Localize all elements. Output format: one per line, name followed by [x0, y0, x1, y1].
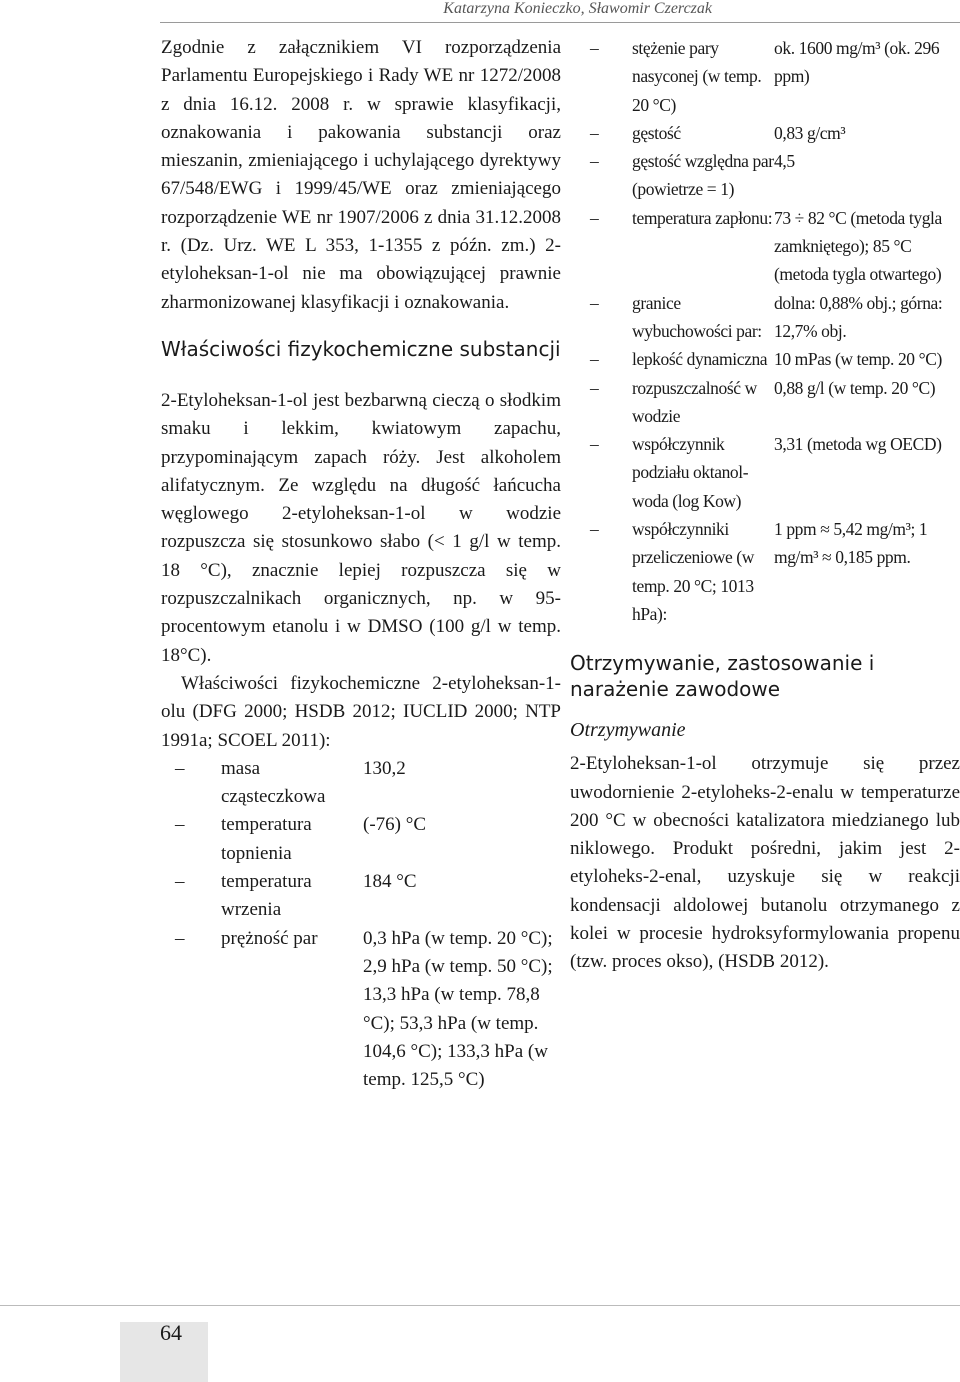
property-value: 3,31 (metoda wg OECD): [774, 434, 942, 455]
property-name: prężność par: [221, 927, 318, 949]
list-dash: –: [590, 292, 599, 313]
property-value: 73 ÷ 82 °C (metoda tygla zamkniętego); 85 °C (metoda tygla otwartego): [774, 207, 942, 285]
property-value: 0,88 g/l (w temp. 20 °C): [774, 377, 936, 398]
properties-list-right: [570, 34, 960, 628]
subheading-production: Otrzymywanie: [570, 719, 686, 742]
intro-paragraph: Zgodnie z załącznikiem VI rozporządzenia Parlamentu Europejskiego i Rady WE nr 1272/2008 z dnia 16.12. 2008 r. w sprawie klasyfikacji, oznakowania i pakowania substancji oraz mieszanin, zmieniającego i uchylającego dyrektywy 67/548/EWG i 1999/45/WE oraz zmieniającego rozporządzenie WE nr 1907/2006 z dnia 31.12.2008 r. (Dz. Urz. WE L 353, 1-1355 z późn. zm.) 2-etyloheksan-1-ol nie ma obowiązującej prawnie zharmonizowanej klasyfikacji i oznakowania.: [161, 37, 561, 313]
list-dash: –: [590, 151, 599, 172]
list-dash: –: [590, 207, 599, 228]
description-paragraph: 2-Etyloheksan-1-ol jest bezbarwną cieczą o słodkim smaku i lekkim, kwiatowym zapachu, przypominającym zapach róży. Jest alkoholem alifatycznym. Ze względu na długość łańcucha węglowego 2-etyloheksan-1-ol w wodzie rozpuszcza się stosunkowo słabo (< 1 g/l w temp. 18 °C), znacznie lepiej rozpuszcza się w rozpuszczalnikach organicznych, np. w 95-procentowym etanolu i w DMSO (100 g/l w temp. 18°C).: [161, 389, 561, 666]
property-name: stężenie pary nasyconej (w temp. 20 °C): [632, 38, 762, 115]
property-name: gęstość: [632, 122, 681, 143]
section-heading-production: Otrzymywanie, zastosowanie i narażenie zawodowe: [570, 651, 875, 702]
property-item: [570, 204, 960, 289]
property-value: 4,5: [774, 151, 795, 172]
property-value: 0,83 g/cm³: [774, 122, 846, 143]
property-name: granice wybuchowości par:: [632, 292, 762, 341]
property-item: [570, 289, 960, 346]
property-item: [570, 374, 960, 431]
property-item: [570, 34, 960, 119]
properties-list-left: [161, 755, 561, 1095]
property-value: ok. 1600 mg/m³ (ok. 296 ppm): [774, 38, 940, 87]
header-rule: [160, 22, 960, 23]
production-paragraph: 2-Etyloheksan-1-ol otrzymuje się przez uwodornienie 2-etyloheks-2-enalu w temperaturze 200 °C w obecności katalizatora miedzianego lub niklowego. Produkt pośredni, jakim jest 2-etyloheks-2-enal, uzyskuje się w reakcji kondensacji aldolowej butanolu otrzymanego z kolei w procesie hydroksyformylowania propenu (tzw. proces okso), (HSDB 2012).: [570, 753, 960, 973]
section-heading-properties: Właściwości fizykochemiczne substancji: [161, 336, 561, 361]
list-dash: –: [175, 927, 185, 949]
property-name: współczynniki przeliczeniowe (w temp. 20 °C; 1013 hPa):: [632, 519, 754, 624]
list-dash: –: [590, 519, 599, 540]
property-name: rozpuszczalność w wodzie: [632, 377, 757, 426]
list-dash: –: [590, 38, 599, 58]
page-footer: [0, 1305, 960, 1365]
right-column: [570, 34, 960, 977]
list-dash: –: [590, 122, 599, 143]
property-value: 0,3 hPa (w temp. 20 °C); 2,9 hPa (w temp. 50 °C); 13,3 hPa (w temp. 78,8 °C); 53,3 hPa (w temp. 104,6 °C); 133,3 hPa (w temp. 125,5 °C): [363, 927, 553, 1091]
property-name: temperatura zapłonu:: [632, 207, 773, 228]
property-value: 130,2: [363, 757, 406, 779]
property-item: [570, 430, 960, 515]
properties-intro: Właściwości fizykochemiczne 2-etyloheksan-1-olu (DFG 2000; HSDB 2012; IUCLID 2000; NTP 1991a; SCOEL 2011):: [161, 672, 561, 751]
list-dash: –: [590, 349, 599, 370]
list-dash: –: [590, 434, 599, 455]
property-value: (-76) °C: [363, 814, 427, 836]
property-value: 184 °C: [363, 871, 417, 893]
list-dash: –: [175, 814, 185, 836]
property-name: lepkość dynamiczna: [632, 349, 768, 370]
list-dash: –: [175, 757, 185, 779]
property-item: [570, 119, 960, 147]
property-item: [161, 755, 561, 812]
property-value: dolna: 0,88% obj.; górna: 12,7% obj.: [774, 292, 943, 341]
running-header: Katarzyna Konieczko, Sławomir Czerczak: [443, 0, 712, 17]
property-item: [161, 868, 561, 925]
property-item: [161, 811, 561, 868]
property-name: masa cząsteczkowa: [221, 757, 326, 808]
property-value: 10 mPas (w temp. 20 °C): [774, 349, 942, 370]
property-item: [570, 345, 960, 373]
property-item: [570, 515, 960, 628]
list-dash: –: [590, 377, 599, 398]
property-item: [161, 925, 561, 1095]
property-name: współczynnik podziału oktanol-woda (log Kow): [632, 434, 749, 511]
property-name: gęstość względna par (powietrze = 1): [632, 151, 774, 200]
property-name: temperatura topnienia: [221, 814, 312, 864]
property-name: temperatura wrzenia: [221, 871, 312, 921]
property-item: [570, 147, 960, 204]
page-number: 64: [160, 1320, 182, 1345]
left-column: [161, 34, 561, 1094]
list-dash: –: [175, 871, 185, 893]
property-value: 1 ppm ≈ 5,42 mg/m³; 1 mg/m³ ≈ 0,185 ppm.: [774, 519, 928, 568]
